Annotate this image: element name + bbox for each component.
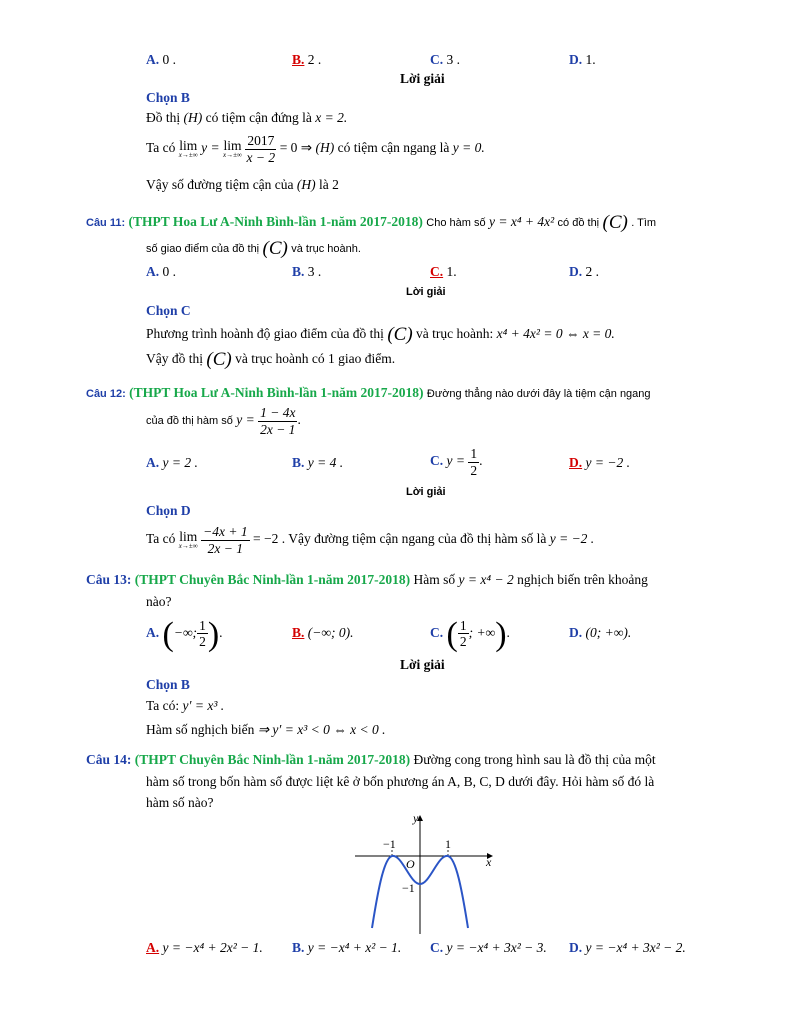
q13-option-a: A. (−∞; $\frac{1}{2}$ ). (146, 616, 223, 653)
solution-conclusion (146, 177, 339, 193)
option-value: −∞; (173, 625, 198, 640)
solution-heading: Lời giải (406, 486, 446, 498)
q13-option-c: C. ( $\frac{1}{2}$ ; +∞). (430, 616, 510, 653)
text: có tiệm cận ngang là (337, 140, 450, 156)
text: và trục hoành. (291, 243, 361, 255)
option-b-value: 2 . (307, 52, 322, 67)
top-options (146, 52, 176, 68)
fraction: $\frac{1 - 4x}{2x - 1}$ (260, 405, 296, 437)
text: Vậy số đường tiệm cận của (146, 177, 294, 192)
text: Ta có: (146, 698, 180, 713)
q12-option-c: C. y = $\frac{1}{2}$ . (430, 446, 483, 478)
question-source: (THPT Hoa Lư A-Ninh Bình-lần 1-năm 2017-2018) (128, 214, 423, 229)
text: của đồ thị hàm số (146, 415, 233, 428)
text: và trục hoành: (416, 326, 494, 341)
option-d-label: D. (569, 52, 583, 67)
option-label: B. (292, 940, 305, 955)
option-label: B. (292, 455, 305, 470)
question-source: (THPT Chuyên Bắc Ninh-lần 1-năm 2017-2018) (134, 752, 411, 767)
text: Đường cong trong hình sau là đồ thị của một (413, 752, 656, 767)
q14-option-c (430, 940, 547, 956)
option-label: B. (292, 264, 305, 279)
option-label: A. (146, 455, 160, 470)
tick-label-pos1: 1 (445, 837, 451, 851)
math: y = −2 . (549, 531, 595, 547)
option-value: y = −2 . (585, 455, 630, 470)
option-value: (0; +∞). (585, 625, 632, 640)
question-13-header (86, 572, 648, 588)
question-14-line3: hàm số nào? (146, 795, 214, 810)
math: y′ = x³ . (182, 698, 225, 713)
math: (H) (296, 177, 316, 192)
q12-option-d (569, 455, 630, 471)
question-11-header (86, 212, 656, 234)
solution-conclusion (146, 349, 395, 371)
math: (C) (387, 324, 413, 345)
math: ⇒ y′ = x³ < 0 ⇔ x < 0 . (257, 722, 386, 737)
chosen-answer: Chọn C (146, 303, 191, 318)
solution-heading: Lời giải (406, 286, 446, 298)
option-label-correct: B. (292, 625, 305, 640)
option-value: 3 . (307, 264, 322, 279)
question-label: Câu 11: (86, 217, 126, 229)
math: (H) (315, 140, 335, 156)
option-value: y = 2 . (162, 455, 198, 470)
text: Phương trình hoành độ giao điểm của đồ thị (146, 326, 384, 341)
option-value: 0 . (162, 264, 176, 279)
chosen-answer: Chọn D (146, 503, 191, 518)
option-value: y = −x⁴ + 3x² − 3. (446, 940, 547, 955)
q13-option-d (569, 625, 631, 641)
text: Đường thẳng nào dưới đây là tiệm cận ngang (426, 388, 651, 400)
option-value: 2 . (585, 264, 599, 279)
solution-line (146, 324, 615, 346)
q11-option-c (430, 264, 457, 280)
q11-option-a (146, 264, 176, 280)
option-value: ; +∞ (468, 625, 496, 640)
question-14-line2: hàm số trong bốn hàm số được liệt kê ở bốn phương án A, B, C, D dưới đây. Hỏi hàm số đó là (146, 774, 655, 789)
option-c-value: 3 . (446, 52, 460, 67)
option-label: C. (430, 625, 444, 640)
option-value: (−∞; 0). (307, 625, 354, 640)
option-label: A. (146, 625, 160, 640)
limit: lim x→±∞ (178, 137, 198, 160)
text: Hàm số nghịch biến (146, 722, 255, 737)
fraction: $\frac{2017}{x - 2}$ (246, 133, 276, 165)
top-option-d (569, 52, 596, 68)
solution-line (146, 110, 347, 126)
origin-label: O (406, 857, 415, 871)
y-axis-label: y (413, 811, 419, 825)
option-value: y = −x⁴ + x² − 1. (307, 940, 402, 955)
question-13-line2: nào? (146, 594, 172, 609)
question-14-header (86, 752, 656, 768)
option-label-correct: C. (430, 264, 444, 279)
question-source: (THPT Chuyên Bắc Ninh-lần 1-năm 2017-2018) (134, 572, 411, 587)
q12-option-b (292, 455, 343, 471)
q13-option-b (292, 625, 354, 641)
text: và trục hoành có 1 giao điểm. (235, 351, 396, 366)
fraction: $\frac{1}{2}$ (459, 617, 467, 650)
option-a-label: A. (146, 52, 160, 67)
math: y = x⁴ + 4x² (488, 214, 555, 229)
option-d-value: 1. (585, 52, 596, 67)
chosen-answer: Chọn B (146, 90, 190, 105)
math: (H) (183, 110, 203, 125)
fraction: $\frac{1}{2}$ (470, 446, 478, 478)
text: Hàm số (413, 572, 456, 587)
limit: lim x→±∞ (222, 137, 242, 160)
tick-label-y-neg1: −1 (402, 881, 415, 895)
option-value: y = (446, 453, 465, 469)
question-label: Câu 12: (86, 388, 126, 400)
text: là 2 (319, 177, 339, 192)
math: y = x⁴ − 2 (458, 572, 514, 587)
question-12-header (86, 385, 651, 401)
chosen-answer: Chọn B (146, 677, 190, 692)
text: . Tìm (631, 217, 657, 229)
solution-heading: Lời giải (400, 71, 445, 86)
option-label: D. (569, 940, 583, 955)
x-axis-label: x (486, 855, 492, 869)
math: (C) (602, 212, 628, 233)
text: số giao điểm của đồ thị (146, 243, 260, 255)
option-label: C. (430, 453, 444, 469)
math: y = (236, 412, 255, 428)
text: Đồ thị (146, 110, 181, 125)
q11-option-d (569, 264, 599, 280)
text: Ta có (146, 140, 176, 156)
question-label: Câu 13: (86, 572, 132, 587)
text: có tiệm cận đứng là (205, 110, 312, 125)
option-value: 1. (446, 264, 457, 279)
math: y = (201, 140, 220, 156)
q11-option-b (292, 264, 321, 280)
solution-line-limit (146, 524, 594, 556)
text: Ta có (146, 531, 176, 547)
math: = 0 ⇒ (279, 140, 313, 156)
option-value: y = −x⁴ + 3x² − 2. (585, 940, 686, 955)
fraction: $\frac{1}{2}$ (199, 617, 206, 650)
math: x⁴ + 4x² = 0 ⇔ x = 0. (496, 326, 615, 341)
math: y = 0. (452, 140, 485, 156)
solution-line (146, 698, 224, 714)
text: nghịch biến trên khoảng (517, 572, 648, 587)
function-graph (350, 810, 500, 935)
option-a-value: 0 . (162, 52, 176, 67)
option-label: D. (569, 264, 583, 279)
option-value: y = 4 . (307, 455, 344, 470)
option-label: D. (569, 625, 583, 640)
question-12-line2: của đồ thị hàm số y = $\frac{1 - 4x}{2x - 1}$ . (146, 405, 301, 437)
option-label: A. (146, 264, 160, 279)
text: có đồ thị (557, 217, 600, 229)
q14-option-d (569, 940, 686, 956)
question-label: Câu 14: (86, 752, 132, 767)
q14-option-b (292, 940, 401, 956)
limit: lim x→±∞ (178, 528, 198, 551)
solution-line-limit (146, 133, 485, 165)
question-source: (THPT Hoa Lư A-Ninh Bình-lần 1-năm 2017-2018) (129, 385, 424, 400)
solution-line (146, 722, 385, 738)
top-option-b (292, 52, 321, 68)
math: x = 2. (315, 110, 348, 125)
option-b-label-correct: B. (292, 52, 305, 67)
text: = −2 . Vậy đường tiệm cận ngang của đồ thị hàm số là (252, 531, 547, 547)
top-option-c (430, 52, 460, 68)
question-11-line2 (146, 238, 361, 260)
text: Cho hàm số (426, 217, 486, 229)
text: Vậy đồ thị (146, 351, 203, 366)
option-value: y = −x⁴ + 2x² − 1. (162, 940, 263, 955)
math: (C) (206, 349, 232, 370)
option-label-correct: D. (569, 455, 583, 470)
solution-heading: Lời giải (400, 657, 445, 672)
tick-label-neg1: −1 (383, 837, 396, 851)
option-label: C. (430, 940, 444, 955)
q14-option-a (146, 940, 263, 956)
option-label-correct: A. (146, 940, 160, 955)
q12-option-a (146, 455, 198, 471)
fraction: $\frac{-4x + 1}{2x - 1}$ (203, 524, 248, 556)
math: (C) (262, 238, 288, 259)
option-c-label: C. (430, 52, 444, 67)
